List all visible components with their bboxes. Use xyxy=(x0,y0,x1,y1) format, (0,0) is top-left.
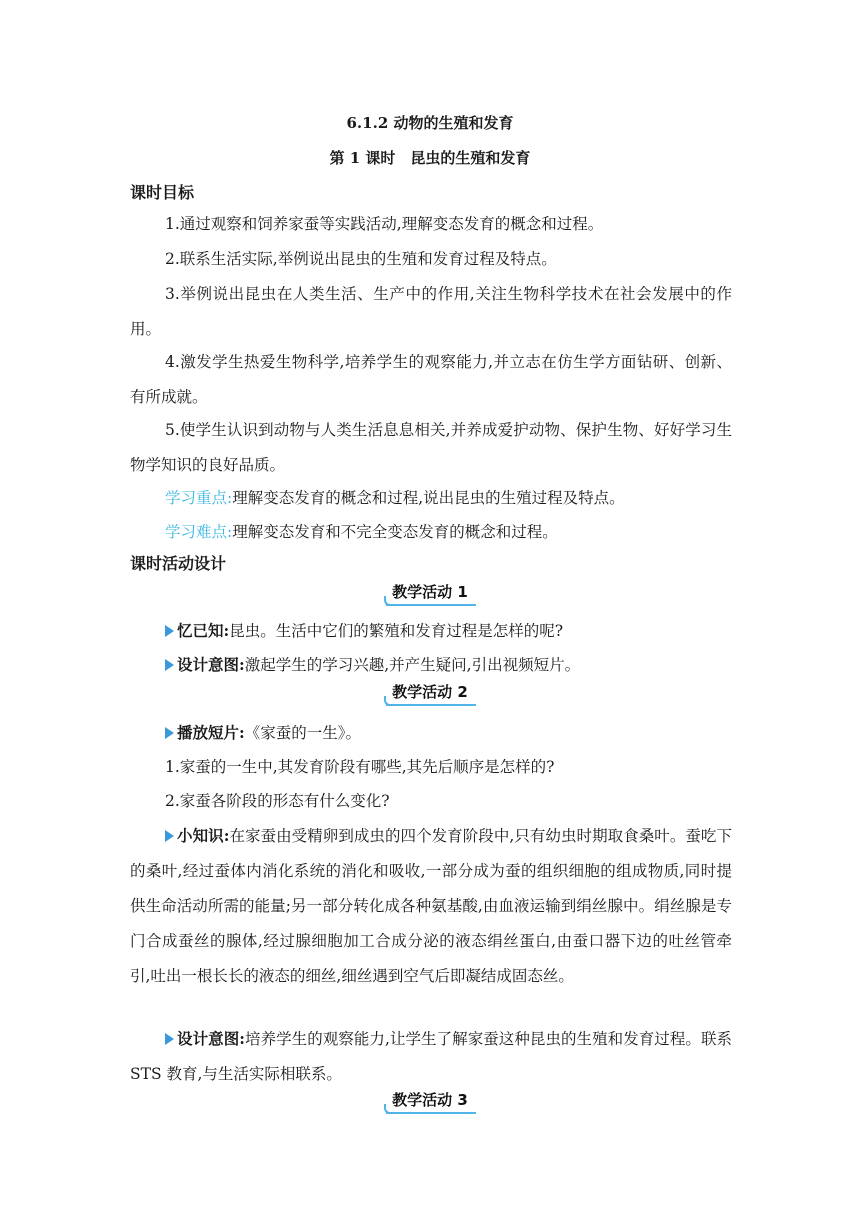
question-1: 1.家蚕的一生中,其发育阶段有哪些,其先后顺序是怎样的? xyxy=(165,758,555,776)
recall-paragraph xyxy=(130,613,732,649)
triangle-marker-icon xyxy=(165,659,174,671)
badge-hook xyxy=(384,696,392,706)
play-label: 播放短片: xyxy=(177,723,245,742)
difficulty-label: 学习难点: xyxy=(165,523,233,541)
difficulty-text: 理解变态发育和不完全变态发育的概念和过程。 xyxy=(232,523,558,541)
activity-1-badge-label: 教学活动 1 xyxy=(392,583,468,601)
badge-hook xyxy=(384,596,392,606)
badge-underline xyxy=(386,604,476,606)
activity-3-badge-label: 教学活动 3 xyxy=(392,1091,468,1109)
triangle-marker-icon xyxy=(165,727,174,739)
objective-3: 3.举例说出昆虫在人类生活、生产中的作用,关注生物科学技术在社会发展中的作用。 xyxy=(130,285,732,338)
objective-4: 4.激发学生热爱生物科学,培养学生的观察能力,并立志在仿生学方面钻研、创新、有所成就。 xyxy=(130,353,732,406)
intent-label: 设计意图: xyxy=(177,655,245,674)
activity-1-badge xyxy=(384,580,476,606)
activity-1-intent xyxy=(130,647,732,683)
question-2: 2.家蚕各阶段的形态有什么变化? xyxy=(165,792,390,810)
difficulty xyxy=(130,515,732,550)
intent-label: 设计意图: xyxy=(177,1029,245,1048)
badge-underline xyxy=(386,1112,476,1114)
activity-2-intent xyxy=(130,1021,732,1092)
objective-2: 2.联系生活实际,举例说出昆虫的生殖和发育过程及特点。 xyxy=(165,250,557,268)
tip-label: 小知识: xyxy=(177,826,230,845)
badge-underline xyxy=(386,704,476,706)
triangle-marker-icon xyxy=(165,625,174,637)
intent-text: 培养学生的观察能力,让学生了解家蚕这种昆虫的生殖和发育过程。联系 STS 教育,与生活实际相联系。 xyxy=(130,1030,732,1083)
activity-2-badge xyxy=(384,680,476,706)
activities-heading: 课时活动设计 xyxy=(130,554,227,573)
key-point-label: 学习重点: xyxy=(165,489,233,507)
objective-5: 5.使学生认识到动物与人类生活息息相关,并养成爱护动物、保护生物、好好学习生物学知识的良好品质。 xyxy=(130,421,732,474)
key-point xyxy=(130,481,732,516)
triangle-marker-icon xyxy=(165,1033,174,1045)
page-title: 6.1.2 动物的生殖和发育 xyxy=(346,114,514,132)
recall-label: 忆已知: xyxy=(177,621,230,640)
objectives-heading: 课时目标 xyxy=(130,183,195,202)
play-video xyxy=(130,715,732,751)
lesson-subtitle: 第 1 课时 昆虫的生殖和发育 xyxy=(329,149,531,167)
tip-paragraph xyxy=(130,818,732,994)
badge-hook xyxy=(384,1104,392,1114)
activity-2-badge-label: 教学活动 2 xyxy=(392,683,468,701)
triangle-marker-icon xyxy=(165,830,174,842)
activity-3-badge xyxy=(384,1088,476,1114)
objective-1: 1.通过观察和饲养家蚕等实践活动,理解变态发育的概念和过程。 xyxy=(165,215,604,233)
intent-text: 激起学生的学习兴趣,并产生疑问,引出视频短片。 xyxy=(244,656,581,674)
play-text: 《家蚕的一生》。 xyxy=(244,724,361,742)
key-point-text: 理解变态发育的概念和过程,说出昆虫的生殖过程及特点。 xyxy=(232,489,625,507)
tip-text: 在家蚕由受精卵到成虫的四个发育阶段中,只有幼虫时期取食桑叶。蚕吃下的桑叶,经过蚕体内消化系统的消化和吸收,一部分成为蚕的组织细胞的组成物质,同时提供生命活动所需的能量;另一部分转化成各种氨基酸,由血液运输到绢丝腺中。绢丝腺是专门合成蚕丝的腺体,经过腺细胞加工合成分泌的液态绢丝蛋白,由蚕口器下边的吐丝管牵引,吐出一根长长的液态的细丝,细丝遇到空气后即凝结成固态丝。 xyxy=(130,827,732,985)
recall-text: 昆虫。生活中它们的繁殖和发育过程是怎样的呢? xyxy=(229,622,564,640)
